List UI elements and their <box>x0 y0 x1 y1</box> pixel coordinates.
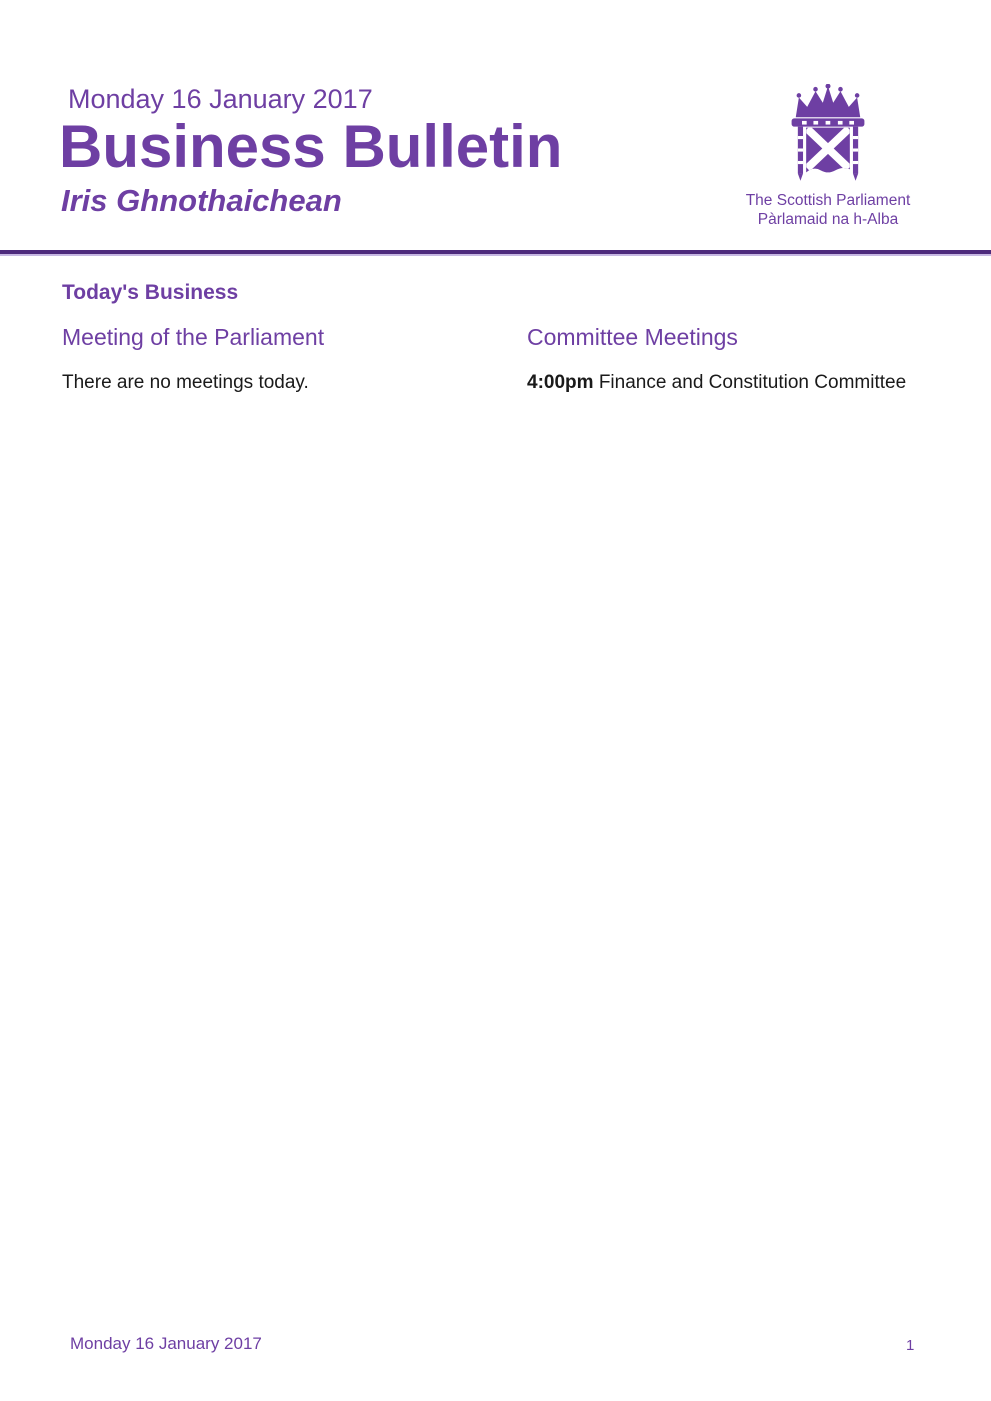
meeting-time: 4:00pm <box>527 372 594 393</box>
meeting-item <box>527 372 967 394</box>
section-title-todays-business: Today's Business <box>62 281 239 304</box>
logo-name-gaelic: Pàrlamaid na h-Alba <box>757 211 899 229</box>
header-date: Monday 16 January 2017 <box>68 84 373 114</box>
logo-wordmark <box>733 191 923 230</box>
page-title: Business Bulletin <box>59 113 563 180</box>
scottish-parliament-logo <box>733 84 923 230</box>
column-heading: Meeting of the Parliament <box>62 324 325 350</box>
page-subtitle-gaelic: Iris Ghnothaichean <box>61 183 342 218</box>
footer-page-number: 1 <box>906 1337 915 1354</box>
footer-date: Monday 16 January 2017 <box>70 1334 262 1353</box>
meeting-text: Finance and Constitution Committee <box>598 372 907 393</box>
logo-name-english: The Scottish Parliament <box>745 192 911 209</box>
meeting-text: There are no meetings today. <box>62 372 309 393</box>
column-committee-meetings <box>527 324 967 394</box>
header-divider-rule <box>0 250 991 256</box>
crown-saltire-banner-icon <box>791 84 865 188</box>
meeting-item <box>62 372 502 394</box>
column-heading: Committee Meetings <box>527 324 738 350</box>
column-meeting-of-parliament <box>62 324 502 394</box>
